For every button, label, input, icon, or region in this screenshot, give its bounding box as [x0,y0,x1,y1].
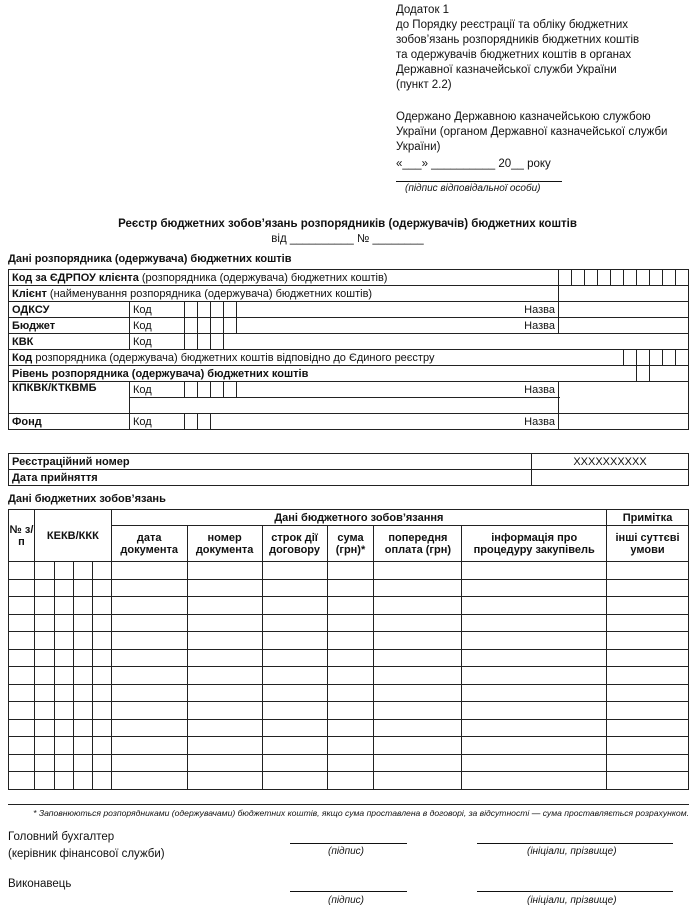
chief-signature-caption: (підпис) [328,846,364,857]
col-note-header: Примітка [607,510,689,526]
obligation-cell[interactable] [462,562,607,580]
obligation-cell[interactable] [9,614,35,632]
fund-code-cell[interactable] [185,414,198,430]
document-title: Реєстр бюджетних зобов’язань розпорядників (одержувачів) бюджетних коштів [118,218,577,230]
obligation-cell[interactable] [462,772,607,790]
executor-signature-caption: (підпис) [328,895,364,906]
obligation-cell[interactable] [92,737,111,755]
registration-table [8,453,689,486]
odksu-code-cell[interactable] [185,302,198,318]
obligation-cell[interactable] [9,737,35,755]
received-line: України (органом Державної казначейської служби [396,126,668,138]
obligation-cell[interactable] [9,649,35,667]
manager-table [8,269,689,430]
obligation-cell[interactable] [187,649,262,667]
obligations-table [8,509,689,790]
obligation-cell[interactable] [607,579,689,597]
obligation-cell[interactable] [327,702,374,720]
obligation-cell[interactable] [9,667,35,685]
edrpou-cell[interactable] [611,270,624,286]
obligation-cell[interactable] [187,719,262,737]
obligation-cell[interactable] [462,667,607,685]
col-number-header: № з/п [9,510,35,562]
obligation-cell[interactable] [54,772,73,790]
obligation-data-header: Дані бюджетного зобов’язання [111,510,606,526]
obligation-cell[interactable] [9,579,35,597]
level-label: Рівень розпорядника (одержувача) бюджетних коштів [9,366,637,382]
obligation-cell[interactable] [327,614,374,632]
obligation-cell[interactable] [327,632,374,650]
obligation-row [9,754,689,772]
registry-code-cell[interactable] [637,350,650,366]
obligation-cell[interactable] [54,562,73,580]
chief-line-2: (керівник фінансової служби) [8,848,165,860]
obligation-cell[interactable] [92,684,111,702]
col-term-header: строк дії договору [262,526,327,562]
obligation-cell[interactable] [187,702,262,720]
obligation-cell[interactable] [374,719,462,737]
obligation-cell[interactable] [73,632,92,650]
responsible-signature-line [396,181,562,182]
obligation-cell[interactable] [462,632,607,650]
header-line: Державної казначейської служби України [396,64,617,76]
obligation-cell[interactable] [374,702,462,720]
odksu-code-cell[interactable] [198,302,211,318]
obligation-cell[interactable] [187,632,262,650]
obligation-cell[interactable] [462,597,607,615]
obligation-cell[interactable] [187,754,262,772]
col-doc-date-header: дата документа [111,526,187,562]
obligation-cell[interactable] [111,632,187,650]
obligation-cell[interactable] [92,632,111,650]
name-label: Назва [524,319,555,332]
obligation-cell[interactable] [92,754,111,772]
obligation-cell[interactable] [262,562,327,580]
obligation-cell[interactable] [187,667,262,685]
level-cell[interactable] [637,366,650,382]
obligation-cell[interactable] [54,649,73,667]
obligation-cell[interactable] [54,667,73,685]
obligation-cell[interactable] [92,562,111,580]
odksu-code-cell[interactable] [211,302,224,318]
registry-code-label: Код розпорядника (одержувача) бюджетних коштів відповідно до Єдиного реєстру [9,350,624,366]
obligation-cell[interactable] [374,754,462,772]
obligation-cell[interactable] [34,754,54,772]
obligation-cell[interactable] [607,737,689,755]
obligation-cell[interactable] [374,632,462,650]
obligation-cell[interactable] [327,684,374,702]
obligation-cell[interactable] [374,667,462,685]
obligation-cell[interactable] [327,772,374,790]
edrpou-label: Код за ЄДРПОУ клієнта (розпорядника (одержувача) бюджетних коштів) [9,270,559,286]
registry-code-cell[interactable] [624,350,637,366]
obligation-cell[interactable] [187,684,262,702]
obligation-cell[interactable] [374,684,462,702]
edrpou-cell[interactable] [585,270,598,286]
obligation-cell[interactable] [111,719,187,737]
header-line: Додаток 1 [396,4,450,16]
appendix-header [396,3,692,172]
col-kekv-header: КЕКВ/ККК [34,510,111,562]
fund-name-field[interactable] [559,414,689,430]
obligation-cell[interactable] [374,649,462,667]
manager-section-heading: Дані розпорядника (одержувача) бюджетних коштів [8,253,292,265]
obligation-cell[interactable] [262,614,327,632]
obligation-cell[interactable] [187,614,262,632]
obligation-cell[interactable] [73,684,92,702]
budget-code-cell[interactable] [185,318,198,334]
kpkvk-code-cell[interactable] [185,382,198,398]
obligation-cell[interactable] [111,684,187,702]
obligation-cell[interactable] [374,562,462,580]
odksu-name-field[interactable] [559,302,689,318]
obligation-row [9,632,689,650]
registration-number-value: XXXXXXXXXX [532,454,689,470]
obligation-cell[interactable] [34,632,54,650]
obligation-cell[interactable] [262,667,327,685]
edrpou-cell[interactable] [637,270,650,286]
obligation-cell[interactable] [607,614,689,632]
obligation-cell[interactable] [9,684,35,702]
obligation-cell[interactable] [92,614,111,632]
obligation-cell[interactable] [374,579,462,597]
kpkvk-code-cell[interactable] [198,382,211,398]
obligation-cell[interactable] [187,772,262,790]
obligation-cell[interactable] [607,684,689,702]
obligation-cell[interactable] [54,684,73,702]
obligation-cell[interactable] [9,597,35,615]
obligation-row [9,702,689,720]
obligation-cell[interactable] [34,684,54,702]
obligation-cell[interactable] [187,579,262,597]
obligation-cell[interactable] [607,562,689,580]
obligation-cell[interactable] [462,754,607,772]
chief-initials-caption: (ініціали, прізвище) [527,846,617,857]
obligation-cell[interactable] [34,667,54,685]
obligation-row [9,579,689,597]
chief-signature-line[interactable] [290,843,407,844]
obligations-body [9,562,689,790]
acceptance-date-field[interactable] [532,470,689,486]
obligation-cell[interactable] [92,649,111,667]
obligation-cell[interactable] [73,649,92,667]
kpkvk-label: КПКВК/КТКВМБ [9,382,130,414]
obligation-cell[interactable] [262,597,327,615]
budget-code-cells-extra[interactable] [237,318,559,334]
obligation-cell[interactable] [607,667,689,685]
obligation-cell[interactable] [111,562,187,580]
code-label: Код [130,414,185,430]
footnote-text: * Заповнюються розпорядниками (одержувачами) бюджетних коштів, якщо сума проставлена в договорі, за відсутності — сума проставляється розрахунком. [33,808,689,818]
edrpou-cell[interactable] [624,270,637,286]
budget-code-cell[interactable] [224,318,237,334]
obligation-cell[interactable] [262,772,327,790]
odksu-code-cell[interactable] [224,302,237,318]
obligation-cell[interactable] [462,737,607,755]
acceptance-date-label: Дата прийняття [9,470,532,486]
obligation-cell[interactable] [327,754,374,772]
obligation-cell[interactable] [607,649,689,667]
col-other-conditions-header: інші суттєві умови [607,526,689,562]
obligation-cell[interactable] [327,579,374,597]
obligation-cell[interactable] [607,772,689,790]
obligation-cell[interactable] [54,719,73,737]
obligation-cell[interactable] [73,597,92,615]
budget-code-cell[interactable] [198,318,211,334]
code-label: Код [130,318,185,334]
obligation-cell[interactable] [34,614,54,632]
obligation-cell[interactable] [187,737,262,755]
obligation-cell[interactable] [92,702,111,720]
registration-number-label: Реєстраційний номер [9,454,532,470]
obligation-cell[interactable] [73,754,92,772]
kpkvk-code-cell[interactable] [211,382,224,398]
obligation-cell[interactable] [607,632,689,650]
kpkvk-extra-row[interactable] [130,398,559,414]
obligation-cell[interactable] [92,667,111,685]
obligation-row [9,667,689,685]
obligation-cell[interactable] [262,684,327,702]
edrpou-cell[interactable] [650,270,663,286]
code-label: Код [130,334,185,350]
obligation-cell[interactable] [111,597,187,615]
executor-initials-caption: (ініціали, прізвище) [527,895,617,906]
obligation-cell[interactable] [92,719,111,737]
obligation-cell[interactable] [73,772,92,790]
executor-signature-line[interactable] [290,891,407,892]
obligations-heading: Дані бюджетних зобов’язань [8,493,166,505]
obligation-cell[interactable] [187,597,262,615]
obligation-cell[interactable] [34,649,54,667]
header-line: зобов’язань розпорядників бюджетних коштів [396,34,640,46]
obligation-cell[interactable] [111,667,187,685]
obligation-row [9,597,689,615]
obligation-cell[interactable] [462,719,607,737]
edrpou-cell[interactable] [598,270,611,286]
obligation-cell[interactable] [34,579,54,597]
received-line: Одержано Державною казначейською службою [396,111,651,123]
footnote-divider [8,804,689,805]
executor-label: Виконавець [8,878,72,890]
budget-code-cell[interactable] [211,318,224,334]
obligation-cell[interactable] [374,597,462,615]
obligation-row [9,562,689,580]
date-line: «___» __________ 20__ року [396,158,551,170]
kvk-blank [224,334,689,350]
obligation-cell[interactable] [374,737,462,755]
code-label: Код [130,382,185,398]
obligation-row [9,737,689,755]
client-name-field[interactable] [559,286,689,302]
obligation-row [9,684,689,702]
obligation-row [9,772,689,790]
received-line: України) [396,141,441,153]
obligation-cell[interactable] [54,597,73,615]
obligation-cell[interactable] [54,614,73,632]
obligation-cell[interactable] [73,667,92,685]
obligation-cell[interactable] [187,562,262,580]
obligation-row [9,614,689,632]
registry-code-cell[interactable] [663,350,676,366]
obligation-cell[interactable] [262,632,327,650]
header-line: та одержувачів бюджетних коштів в органах [396,49,632,61]
obligation-cell[interactable] [111,737,187,755]
obligation-cell[interactable] [462,579,607,597]
edrpou-cell[interactable] [663,270,676,286]
obligation-cell[interactable] [111,649,187,667]
budget-name-field[interactable] [559,318,689,334]
obligation-cell[interactable] [262,719,327,737]
obligation-cell[interactable] [607,754,689,772]
obligation-row [9,719,689,737]
obligation-cell[interactable] [607,597,689,615]
header-line: (пункт 2.2) [396,79,452,91]
obligation-cell[interactable] [462,614,607,632]
chief-line-1: Головний бухгалтер [8,831,115,843]
obligation-row [9,649,689,667]
obligation-cell[interactable] [111,754,187,772]
obligation-cell[interactable] [374,772,462,790]
obligation-cell[interactable] [607,702,689,720]
obligation-cell[interactable] [34,737,54,755]
obligation-cell[interactable] [73,719,92,737]
obligation-cell[interactable] [111,614,187,632]
responsible-signature-caption: (підпис відповідальної особи) [405,183,541,194]
col-prepayment-header: попередня оплата (грн) [374,526,462,562]
name-label: Назва [237,302,559,318]
name-label: Назва [237,382,559,398]
obligation-cell[interactable] [607,719,689,737]
obligation-cell[interactable] [54,702,73,720]
kvk-code-cell[interactable] [185,334,198,350]
obligation-cell[interactable] [9,754,35,772]
obligation-cell[interactable] [34,702,54,720]
obligation-cell[interactable] [462,684,607,702]
col-procurement-header: інформація про процедуру закупівель [462,526,607,562]
budget-label: Бюджет [9,318,130,334]
obligation-cell[interactable] [262,579,327,597]
obligation-cell[interactable] [73,737,92,755]
obligation-cell[interactable] [111,579,187,597]
obligation-cell[interactable] [92,772,111,790]
obligation-cell[interactable] [34,597,54,615]
obligation-cell[interactable] [262,754,327,772]
obligation-cell[interactable] [462,702,607,720]
obligation-cell[interactable] [327,562,374,580]
level-blank [650,366,689,382]
obligation-cell[interactable] [34,719,54,737]
obligation-cell[interactable] [34,562,54,580]
obligation-cell[interactable] [327,719,374,737]
kvk-code-cell[interactable] [211,334,224,350]
obligation-cell[interactable] [9,562,35,580]
obligation-cell[interactable] [327,737,374,755]
obligation-cell[interactable] [111,772,187,790]
obligation-cell[interactable] [374,614,462,632]
obligation-cell[interactable] [262,702,327,720]
obligation-cell[interactable] [92,597,111,615]
obligation-cell[interactable] [327,667,374,685]
col-sum-header: сума (грн)* [327,526,374,562]
chief-initials-line[interactable] [477,843,673,844]
col-doc-number-header: номер документа [187,526,262,562]
document-subtitle: від __________ № ________ [271,233,424,245]
obligation-cell[interactable] [54,754,73,772]
client-label: Клієнт (найменування розпорядника (одержувача) бюджетних коштів) [9,286,559,302]
obligation-cell[interactable] [9,719,35,737]
obligation-cell[interactable] [92,579,111,597]
edrpou-cell[interactable] [572,270,585,286]
edrpou-cell[interactable] [676,270,689,286]
obligation-cell[interactable] [327,597,374,615]
registry-code-cell[interactable] [650,350,663,366]
obligation-cell[interactable] [54,632,73,650]
obligation-cell[interactable] [462,649,607,667]
code-label: Код [130,302,185,318]
obligation-cell[interactable] [34,772,54,790]
kpkvk-code-cell[interactable] [224,382,237,398]
obligation-cell[interactable] [54,579,73,597]
kpkvk-name-field[interactable] [559,382,689,414]
kvk-label: КВК [9,334,130,350]
obligation-cell[interactable] [73,614,92,632]
kvk-code-cell[interactable] [198,334,211,350]
obligation-cell[interactable] [9,772,35,790]
obligation-cell[interactable] [262,649,327,667]
fund-label: Фонд [9,414,130,430]
registry-code-cell[interactable] [676,350,689,366]
obligation-cell[interactable] [54,737,73,755]
name-label: Назва [211,414,559,430]
obligation-cell[interactable] [73,702,92,720]
obligation-cell[interactable] [73,562,92,580]
fund-code-cell[interactable] [198,414,211,430]
obligation-cell[interactable] [9,702,35,720]
edrpou-cell[interactable] [559,270,572,286]
chief-accountant-label [8,829,165,863]
obligation-cell[interactable] [111,702,187,720]
obligation-cell[interactable] [327,649,374,667]
obligation-cell[interactable] [262,737,327,755]
executor-initials-line[interactable] [477,891,673,892]
odksu-label: ОДКСУ [9,302,130,318]
obligation-cell[interactable] [73,579,92,597]
header-line: до Порядку реєстрації та обліку бюджетних [396,19,629,31]
obligation-cell[interactable] [9,632,35,650]
